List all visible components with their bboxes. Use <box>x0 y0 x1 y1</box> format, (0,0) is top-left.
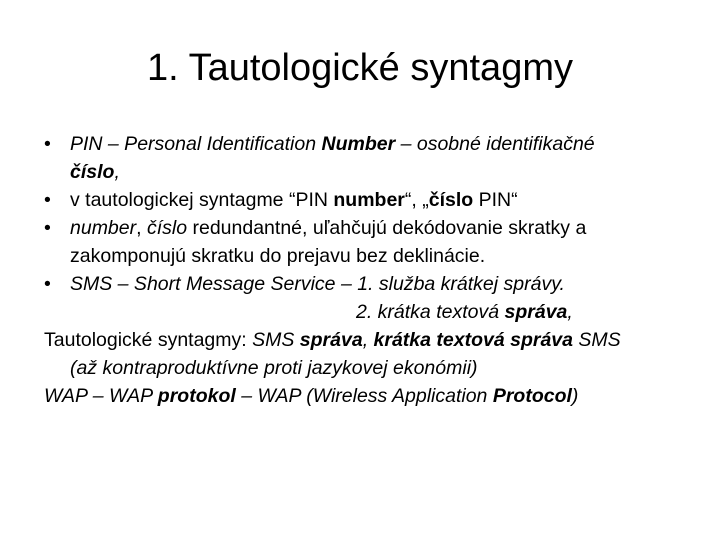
text-span: , <box>362 329 374 351</box>
text-span: SMS <box>252 329 300 351</box>
text-span: číslo <box>146 217 188 239</box>
text-span: , <box>136 217 147 239</box>
paragraph-tautological-examples <box>44 326 712 354</box>
bullet-redundancy <box>44 214 712 270</box>
text-span: číslo <box>70 161 115 183</box>
text-span: PIN – Personal Identification <box>70 133 322 155</box>
text-span: , <box>114 161 120 183</box>
text-span: ) <box>571 385 579 407</box>
slide-content <box>44 130 712 410</box>
text-span: Protocol <box>492 385 572 407</box>
text-span: Tautologické syntagmy: <box>44 329 253 351</box>
text-span <box>252 329 621 351</box>
text-span: number <box>333 189 405 211</box>
text-span: protokol <box>157 385 236 407</box>
text-span <box>44 385 578 407</box>
bullet-sms-definition <box>44 270 712 326</box>
text-span: redundantné, uľahčujú dekódovanie skratky a <box>187 217 587 239</box>
bullet-marker: • <box>44 273 51 295</box>
text-span: (až kontraproduktívne proti jazykovej ekonómii) <box>70 357 478 379</box>
text-span: – osobné identifikačné <box>395 133 595 155</box>
text-span <box>70 133 712 186</box>
text-span: number <box>70 217 137 239</box>
text-span: , <box>567 301 573 323</box>
slide-title: 1. Tautologické syntagmy <box>147 47 573 89</box>
text-span: krátka textová správa <box>373 329 573 351</box>
text-line: zakomponujú skratku do prejavu bez deklinácie. <box>70 245 486 267</box>
bullet-marker: • <box>44 217 51 239</box>
paragraph-wap-example <box>44 382 712 410</box>
text-span: v tautologickej syntagme “PIN <box>70 189 334 211</box>
text-span: správa <box>299 329 363 351</box>
paragraph-economy-note <box>44 354 712 382</box>
text-span: správa <box>504 301 568 323</box>
text-span: PIN“ <box>473 189 518 211</box>
text-span: 2. krátka textová <box>356 301 505 323</box>
text-span: SMS <box>573 329 621 351</box>
bullet-tautological-syntagm <box>44 186 712 214</box>
text-span: číslo <box>428 189 474 211</box>
bullet-marker: • <box>44 189 51 211</box>
text-span: SMS – Short Message Service – 1. služba krátkej správy. <box>70 273 565 295</box>
bullet-marker: • <box>44 133 51 155</box>
text-span: “, „ <box>404 189 429 211</box>
text-line <box>70 158 712 186</box>
text-line <box>70 298 712 326</box>
text-span: WAP – WAP <box>44 385 158 407</box>
bullet-pin-definition <box>44 130 712 186</box>
text-span: Number <box>321 133 396 155</box>
text-span: – WAP (Wireless Application <box>235 385 493 407</box>
